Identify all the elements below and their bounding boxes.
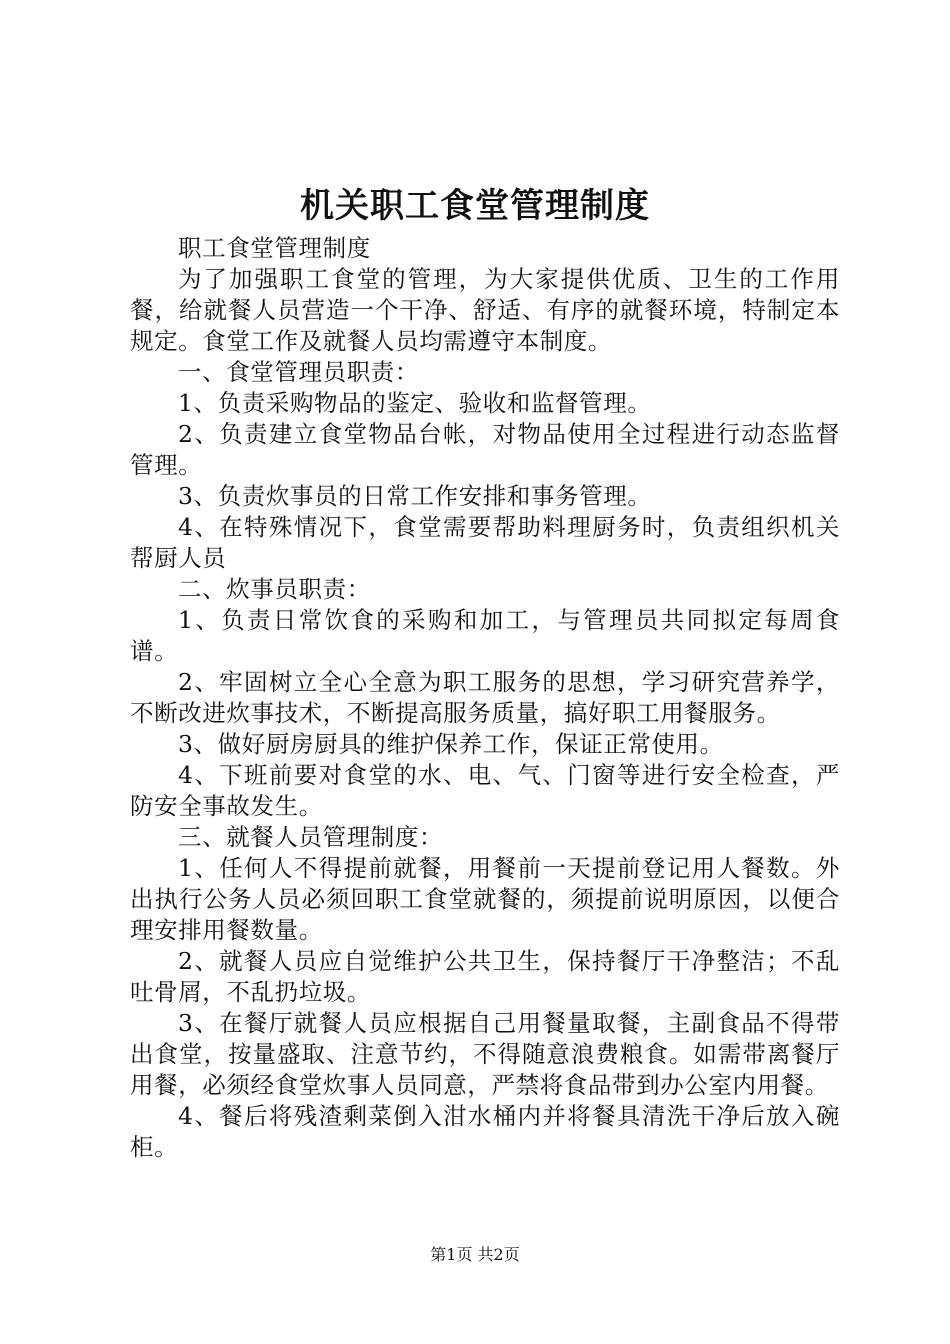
list-item: 1、负责日常饮食的采购和加工，与管理员共同拟定每周食谱。 [130,606,840,665]
section-heading: 三、就餐人员管理制度： [178,823,444,851]
list-item: 3、在餐厅就餐人员应根据自己用餐量取餐，主副食品不得带出食堂，按量盛取、注意节约，不得随意浪费粮食。如需带离餐厅用餐，必须经食堂炊事人员同意，严禁将食品带到办公室内用餐。 [130,1009,840,1099]
list-item: 2、就餐人员应自觉维护公共卫生，保持餐厅干净整洁；不乱吐骨屑，不乱扔垃圾。 [130,947,840,1006]
list-item: 3、做好厨房厨具的维护保养工作，保证正常使用。 [178,730,724,758]
list-item: 4、下班前要对食堂的水、电、气、门窗等进行安全检查，严防安全事故发生。 [130,761,840,820]
paragraph: 职工食堂管理制度 [178,234,371,262]
list-item: 4、在特殊情况下，食堂需要帮助料理厨务时，负责组织机关帮厨人员 [130,513,840,572]
list-item: 1、任何人不得提前就餐，用餐前一天提前登记用人餐数。外出执行公务人员必须回职工食堂就餐的，须提前说明原因，以便合理安排用餐数量。 [130,854,840,944]
section-heading: 一、食堂管理员职责： [178,358,419,386]
list-item: 4、餐后将残渣剩菜倒入泔水桶内并将餐具清洗干净后放入碗柜。 [130,1102,840,1161]
document-body [130,233,840,1163]
list-item: 1、负责采购物品的鉴定、验收和监督管理。 [178,389,652,417]
list-item: 2、牢固树立全心全意为职工服务的思想，学习研究营养学，不断改进炊事技术，不断提高服务质量，搞好职工用餐服务。 [130,668,840,727]
list-item: 3、负责炊事员的日常工作安排和事务管理。 [178,482,652,510]
document-title: 机关职工食堂管理制度 [300,186,650,226]
page-number-footer: 第1页 共2页 [430,1245,520,1264]
section-heading: 二、炊事员职责： [178,575,371,603]
paragraph: 为了加强职工食堂的管理，为大家提供优质、卫生的工作用餐，给就餐人员营造一个干净、舒适、有序的就餐环境，特制定本规定。食堂工作及就餐人员均需遵守本制度。 [130,265,840,355]
list-item: 2、负责建立食堂物品台帐，对物品使用全过程进行动态监督管理。 [130,420,840,479]
